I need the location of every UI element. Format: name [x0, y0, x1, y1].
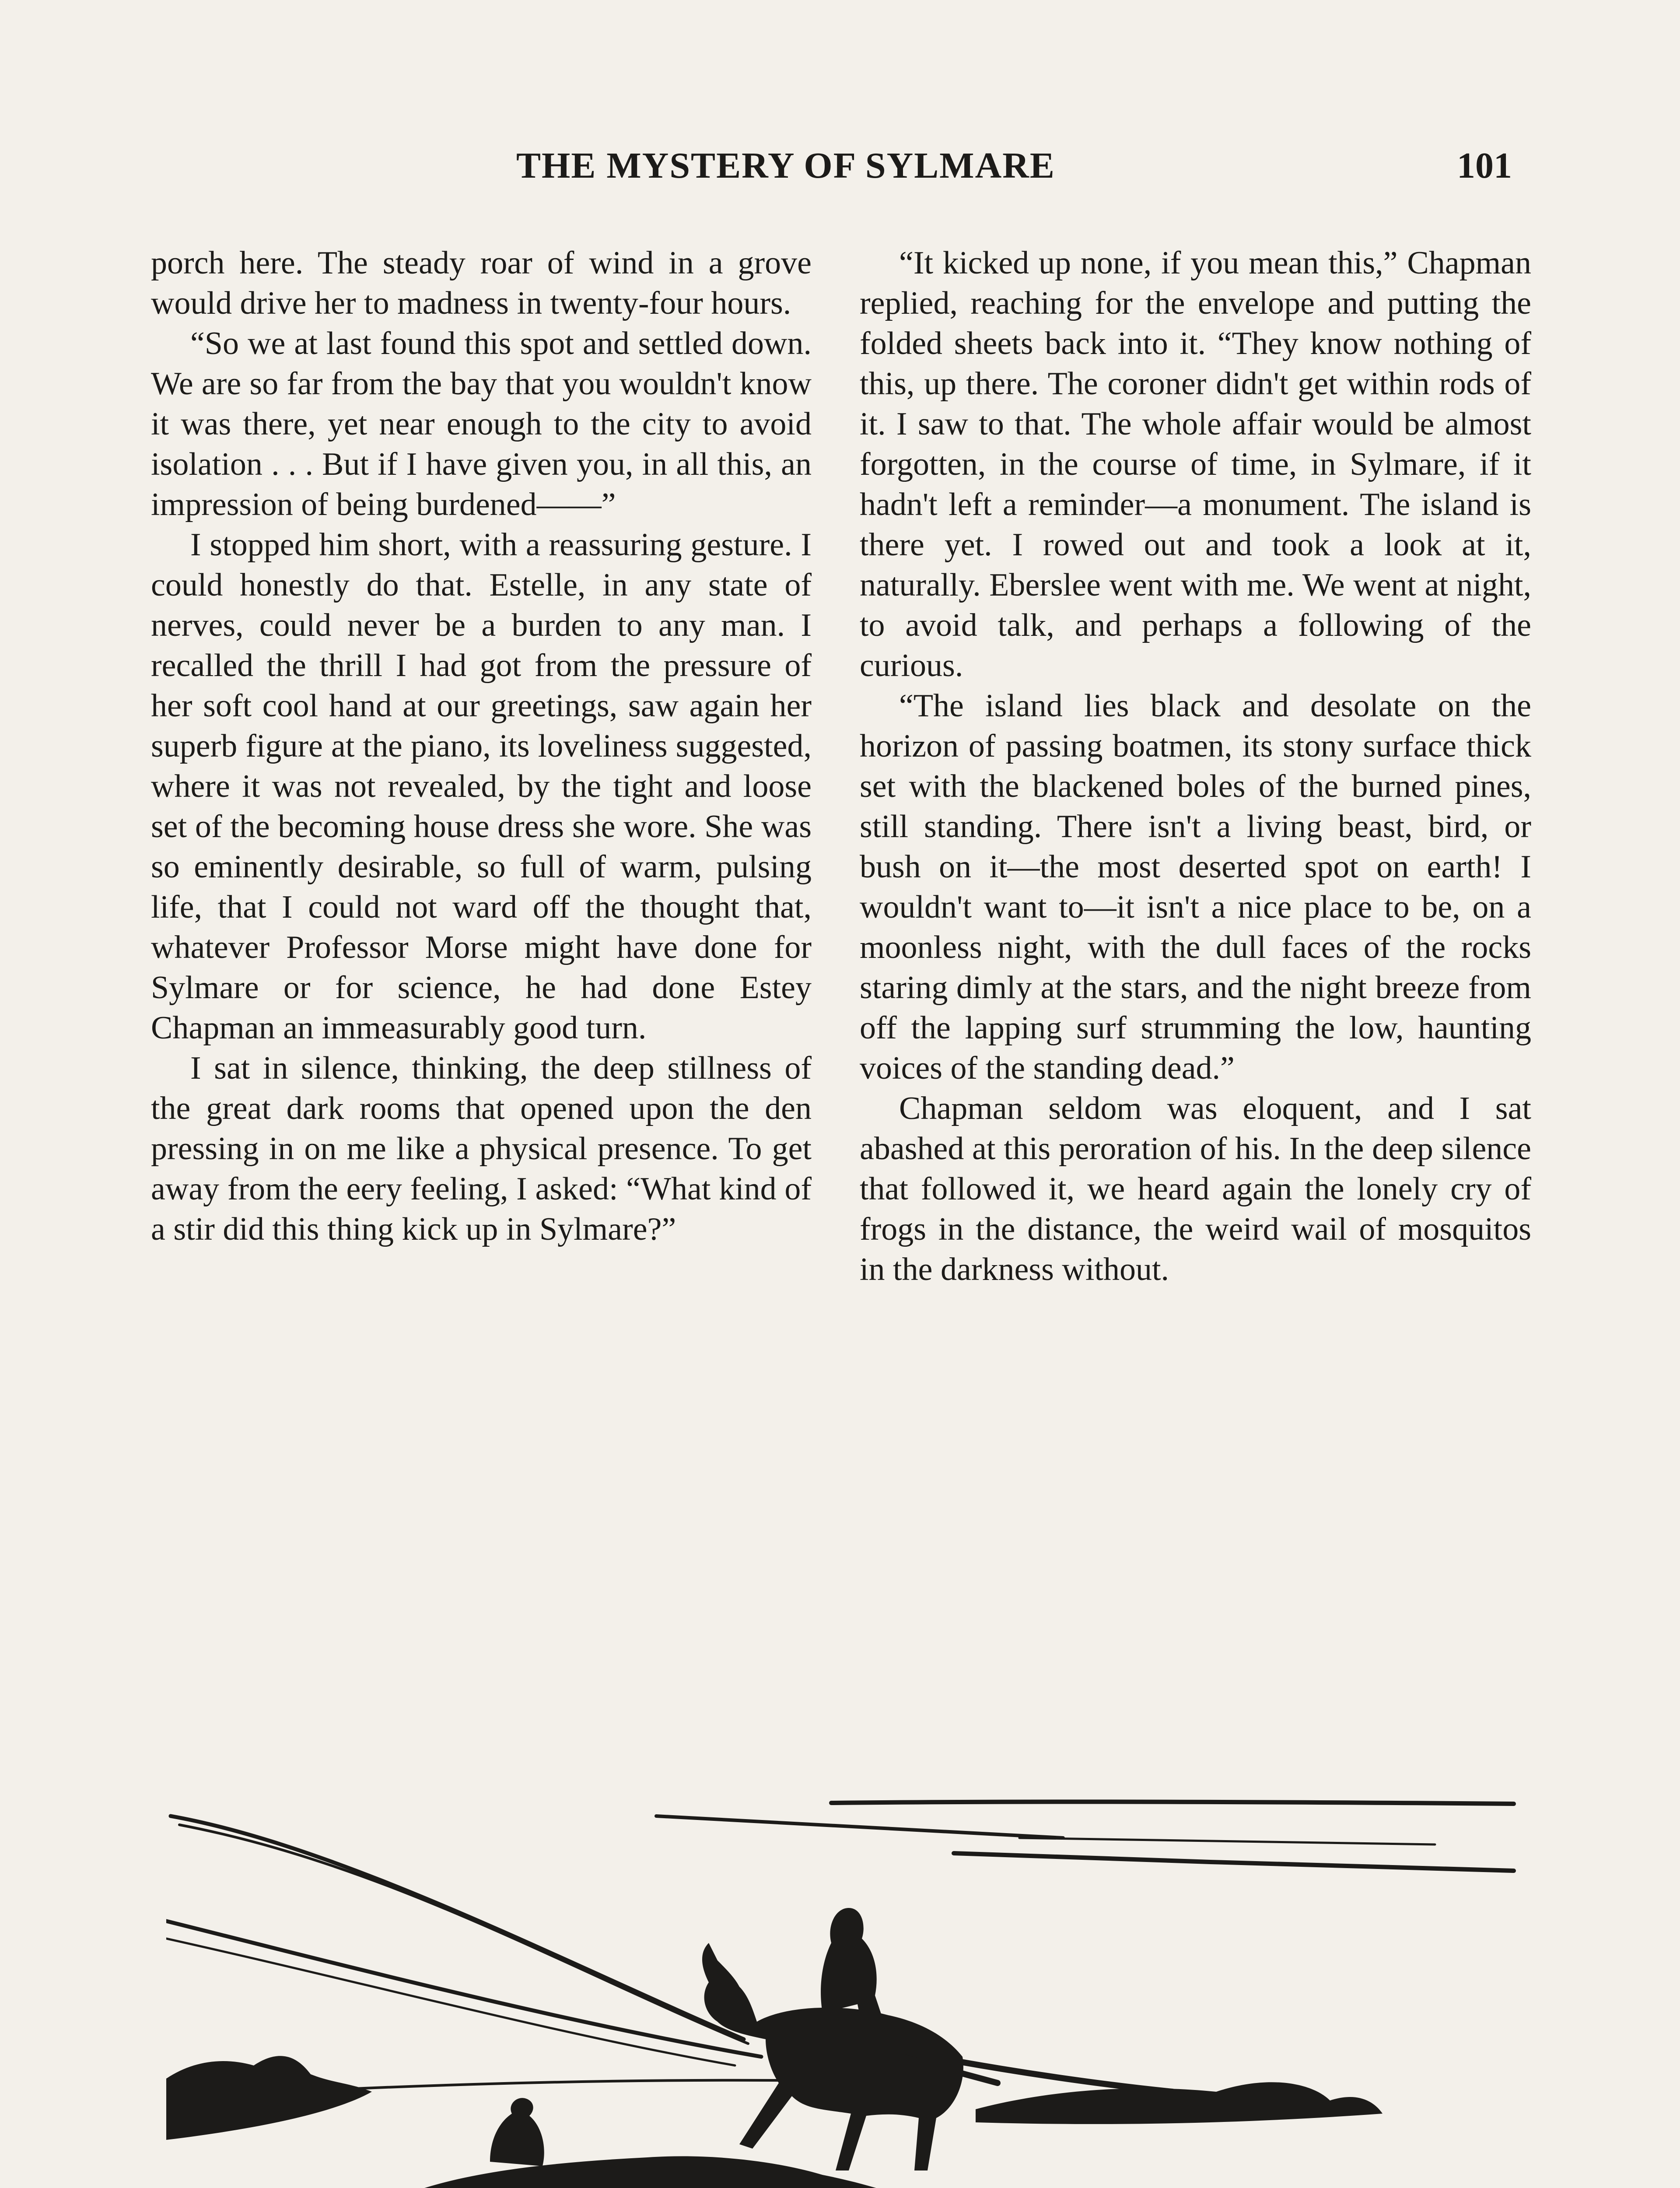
- paragraph: “So we at last found this spot and settled down. We are so far from the bay that you wouldn't know it was there, yet near enough to the city to avoid isolation . . . But if I have given you, in all this, an impression of being burdened——”: [151, 326, 812, 522]
- left-text-column: [151, 243, 812, 1249]
- paragraph: Chapman seldom was eloquent, and I sat abashed at this peroration of his. In the deep silence that followed it, we heard again the lonely cry of frogs in the distance, the weird wail of mosquitos in the darkness without.: [860, 1090, 1531, 1287]
- running-title: THE MYSTERY OF SYLMARE: [516, 145, 1055, 186]
- paragraph: porch here. The steady roar of wind in a grove would drive her to madness in twenty-four hours.: [151, 245, 812, 321]
- paragraph: I stopped him short, with a reassuring gesture. I could honestly do that. Estelle, in any state of nerves, could never be a burden to any man. I recalled the thrill I had got from the pressure of her soft cool hand at our greetings, saw again her superb figure at the piano, its loveliness suggested, where it was not revealed, by the tight and loose set of the becoming house dress she wore. She was so eminently desirable, so full of warm, pulsing life, that I could not ward off the thought that, whatever Professor Morse might have done for Sylmare or for science, he had done Estey Chapman an immeasurably good turn.: [151, 527, 812, 1046]
- page-number: 101: [1457, 145, 1512, 186]
- right-text-column: [860, 243, 1531, 1290]
- paragraph: I sat in silence, thinking, the deep stillness of the great dark rooms that opened upon the den pressing in on me like a physical presence. To get away from the eery feeling, I asked: “What kind of a stir did this thing kick up in Sylmare?”: [151, 1050, 812, 1247]
- horse-rider-silhouette-illustration: [166, 1777, 1522, 2188]
- paragraph: “It kicked up none, if you mean this,” Chapman replied, reaching for the envelope and putting the folded sheets back into it. “They know nothing of this, up there. The coroner didn't get within rods of it. I saw to that. The whole affair would be almost forgotten, in the course of time, in Sylmare, if it hadn't left a reminder—a monument. The island is there yet. I rowed out and took a look at it, naturally. Eberslee went with me. We went at night, to avoid talk, and perhaps a following of the curious.: [860, 245, 1531, 684]
- paragraph: “The island lies black and desolate on the horizon of passing boatmen, its stony surface thick set with the blackened boles of the burned pines, still standing. There isn't a living beast, bird, or bush on it—the most deserted spot on earth! I wouldn't want to—it isn't a nice place to be, on a moonless night, with the dull faces of the rocks staring dimly at the stars, and the night breeze from off the lapping surf strumming the low, haunting voices of the standing dead.”: [860, 688, 1531, 1086]
